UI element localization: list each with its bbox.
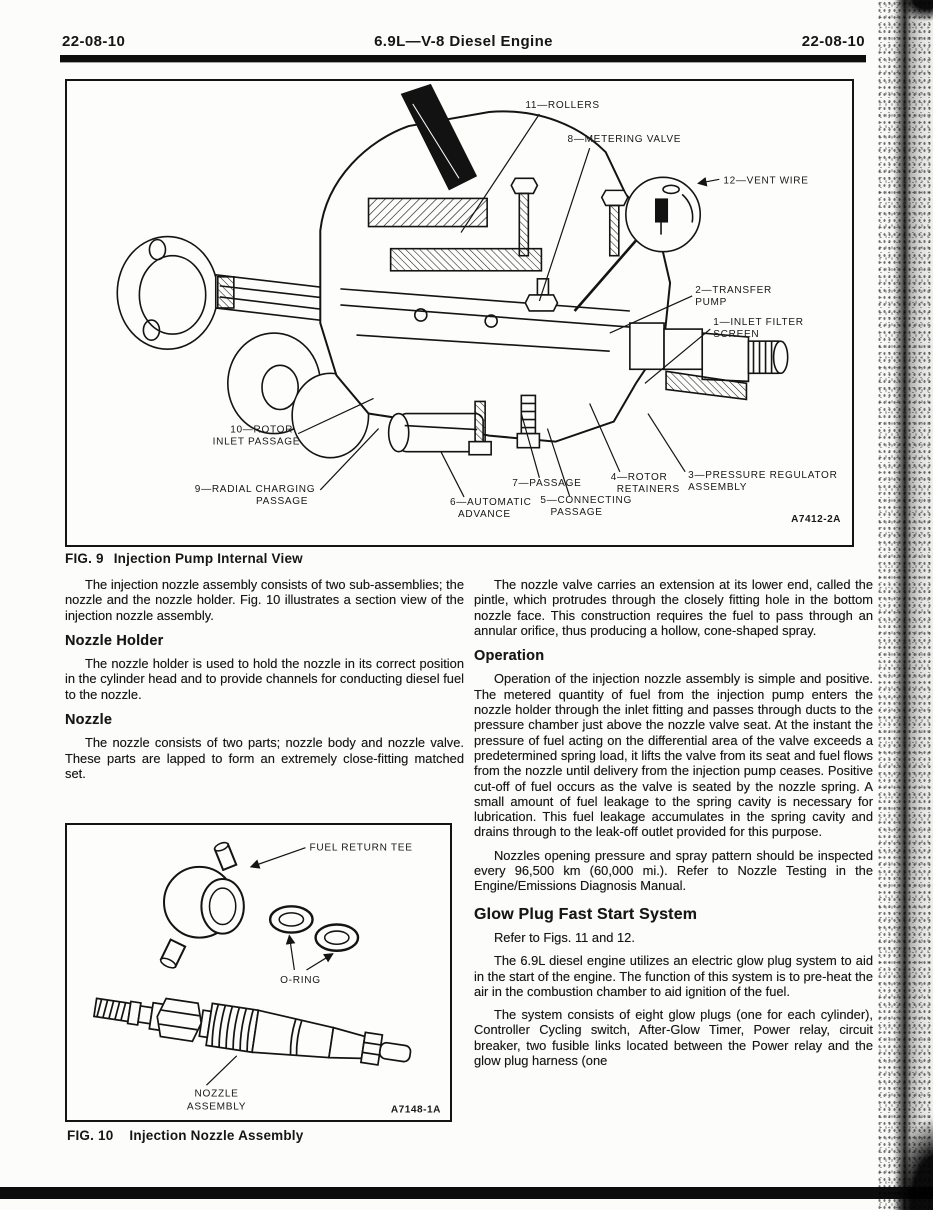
paragraph: Refer to Figs. 11 and 12. — [494, 929, 635, 945]
page-number-left: 22-08-10 — [62, 33, 126, 50]
bottom-scan-bar — [0, 1187, 933, 1199]
svg-text:INLET PASSAGE: INLET PASSAGE — [212, 436, 301, 448]
figure-10-injection-nozzle-assembly — [65, 823, 452, 1122]
callout-radial-charging-passage: 9—RADIAL CHARGING — [194, 483, 316, 495]
callout-inlet-filter-screen: 1—INLET FILTER — [713, 317, 804, 329]
callout-pressure-regulator: 3—PRESSURE REGULATOR — [688, 469, 838, 481]
callout-rollers: 11—ROLLERS — [525, 99, 600, 111]
callout-vent-wire: 12—VENT WIRE — [723, 175, 809, 187]
paragraph: The injection nozzle assembly consists of two sub-assemblies; the nozzle and the nozzle holder. Fig. 10 illustrates a section view of the injection nozzle assembly. — [65, 577, 464, 623]
svg-text:ASSEMBLY: ASSEMBLY — [688, 481, 748, 493]
svg-text:RETAINERS: RETAINERS — [616, 483, 680, 495]
figure10-art-code: A7148-1A — [390, 1104, 441, 1116]
svg-text:ADVANCE: ADVANCE — [457, 509, 511, 521]
heading-operation: Operation — [474, 648, 545, 665]
page-binding-shadow — [877, 0, 933, 1210]
figure-9-injection-pump-internal-view — [65, 79, 854, 547]
paragraph: The 6.9L diesel engine utilizes an electric glow plug system to aid in the start of the engine. The function of this system is to pre-heat the air in the combustion chamber to aid ignition of the fuel. — [474, 953, 873, 999]
page-title: 6.9L—V-8 Diesel Engine — [374, 33, 553, 50]
paragraph: Nozzles opening pressure and spray pattern should be inspected every 96,500 km (60,000 mi.). Refer to Nozzle Testing in the Engine/Emissions Diagnosis Manual. — [474, 847, 873, 894]
injection-nozzle-drawing — [67, 825, 450, 1120]
svg-text:ASSEMBLY: ASSEMBLY — [186, 1101, 247, 1113]
injection-pump-drawing — [67, 81, 852, 545]
svg-text:PASSAGE: PASSAGE — [550, 507, 603, 519]
svg-text:PUMP: PUMP — [695, 296, 728, 308]
paragraph: The nozzle consists of two parts; nozzle body and nozzle valve. These parts are lapped to form an extremely close-fitting matched set. — [65, 735, 464, 781]
page-number-right: 22-08-10 — [801, 33, 865, 50]
paragraph: The nozzle holder is used to hold the nozzle in its correct position in the cylinder head and to provide channels for conducting diesel fuel to the nozzle. — [65, 656, 464, 702]
callout-metering-valve: 8—METERING VALVE — [567, 134, 682, 146]
callout-rotor-retainers: 4—ROTOR — [610, 471, 668, 483]
heading-glow-plug-fast-start-system: Glow Plug Fast Start System — [474, 905, 698, 923]
label-fuel-return-tee: FUEL RETURN TEE — [309, 842, 413, 854]
pump-body-art — [117, 84, 787, 458]
header-rule — [60, 55, 866, 62]
callout-passage: 7—PASSAGE — [512, 477, 582, 489]
heading-nozzle: Nozzle — [65, 712, 113, 729]
callout-rotor-inlet-passage: 10—ROTOR — [230, 424, 294, 436]
figure10-caption: FIG. 10 Injection Nozzle Assembly — [67, 1128, 304, 1143]
label-nozzle-assembly: NOZZLE — [194, 1088, 239, 1100]
paragraph: The nozzle valve carries an extension at its lower end, called the pintle, which protrudes through the closely fitting hole in the bottom nozzle face. This construction requires the fuel to pass through an annular orifice, thus producing a hollow, cone-shaped spray. — [474, 577, 873, 638]
svg-text:SCREEN: SCREEN — [713, 329, 760, 341]
figure9-caption: FIG. 9 Injection Pump Internal View — [65, 551, 303, 566]
svg-text:PASSAGE: PASSAGE — [256, 495, 309, 507]
paragraph: Operation of the injection nozzle assembly is simple and positive. The metered quantity of fuel from the injection pump enters the nozzle holder through the inlet fitting and passes through ducts to the pressure chamber just above the nozzle valve seat. At the instant the pressure of fuel acting on the differential area of the valve exceeds a predetermined spring load, it lifts the valve from its seat and fuel flows from the nozzle until delivery from the injection pump ceases. Positive cut-off of fuel occurs as the valve is seated by the nozzle spring. A small amount of fuel leakage to the spring cavity is necessary for lubrication. This fuel leakage accumulates in the spring cavity and drains through to the leak-off outlet provided for this purpose. — [474, 671, 873, 840]
nozzle-art — [92, 841, 413, 1076]
heading-nozzle-holder: Nozzle Holder — [65, 632, 164, 649]
callout-transfer-pump: 2—TRANSFER — [695, 284, 773, 296]
callout-connecting-passage: 5—CONNECTING — [540, 494, 633, 506]
label-o-ring: O-RING — [280, 975, 321, 987]
page-header — [62, 33, 865, 50]
callout-automatic-advance: 6—AUTOMATIC — [449, 496, 532, 508]
paragraph: The system consists of eight glow plugs (one for each cylinder), Controller Cycling switch, After-Glow Timer, Power relay, circuit breaker, two fusible links located between the Power relay and the glow plug harness (one — [474, 1007, 873, 1069]
figure9-art-code: A7412-2A — [791, 514, 841, 526]
right-column — [474, 577, 873, 1076]
